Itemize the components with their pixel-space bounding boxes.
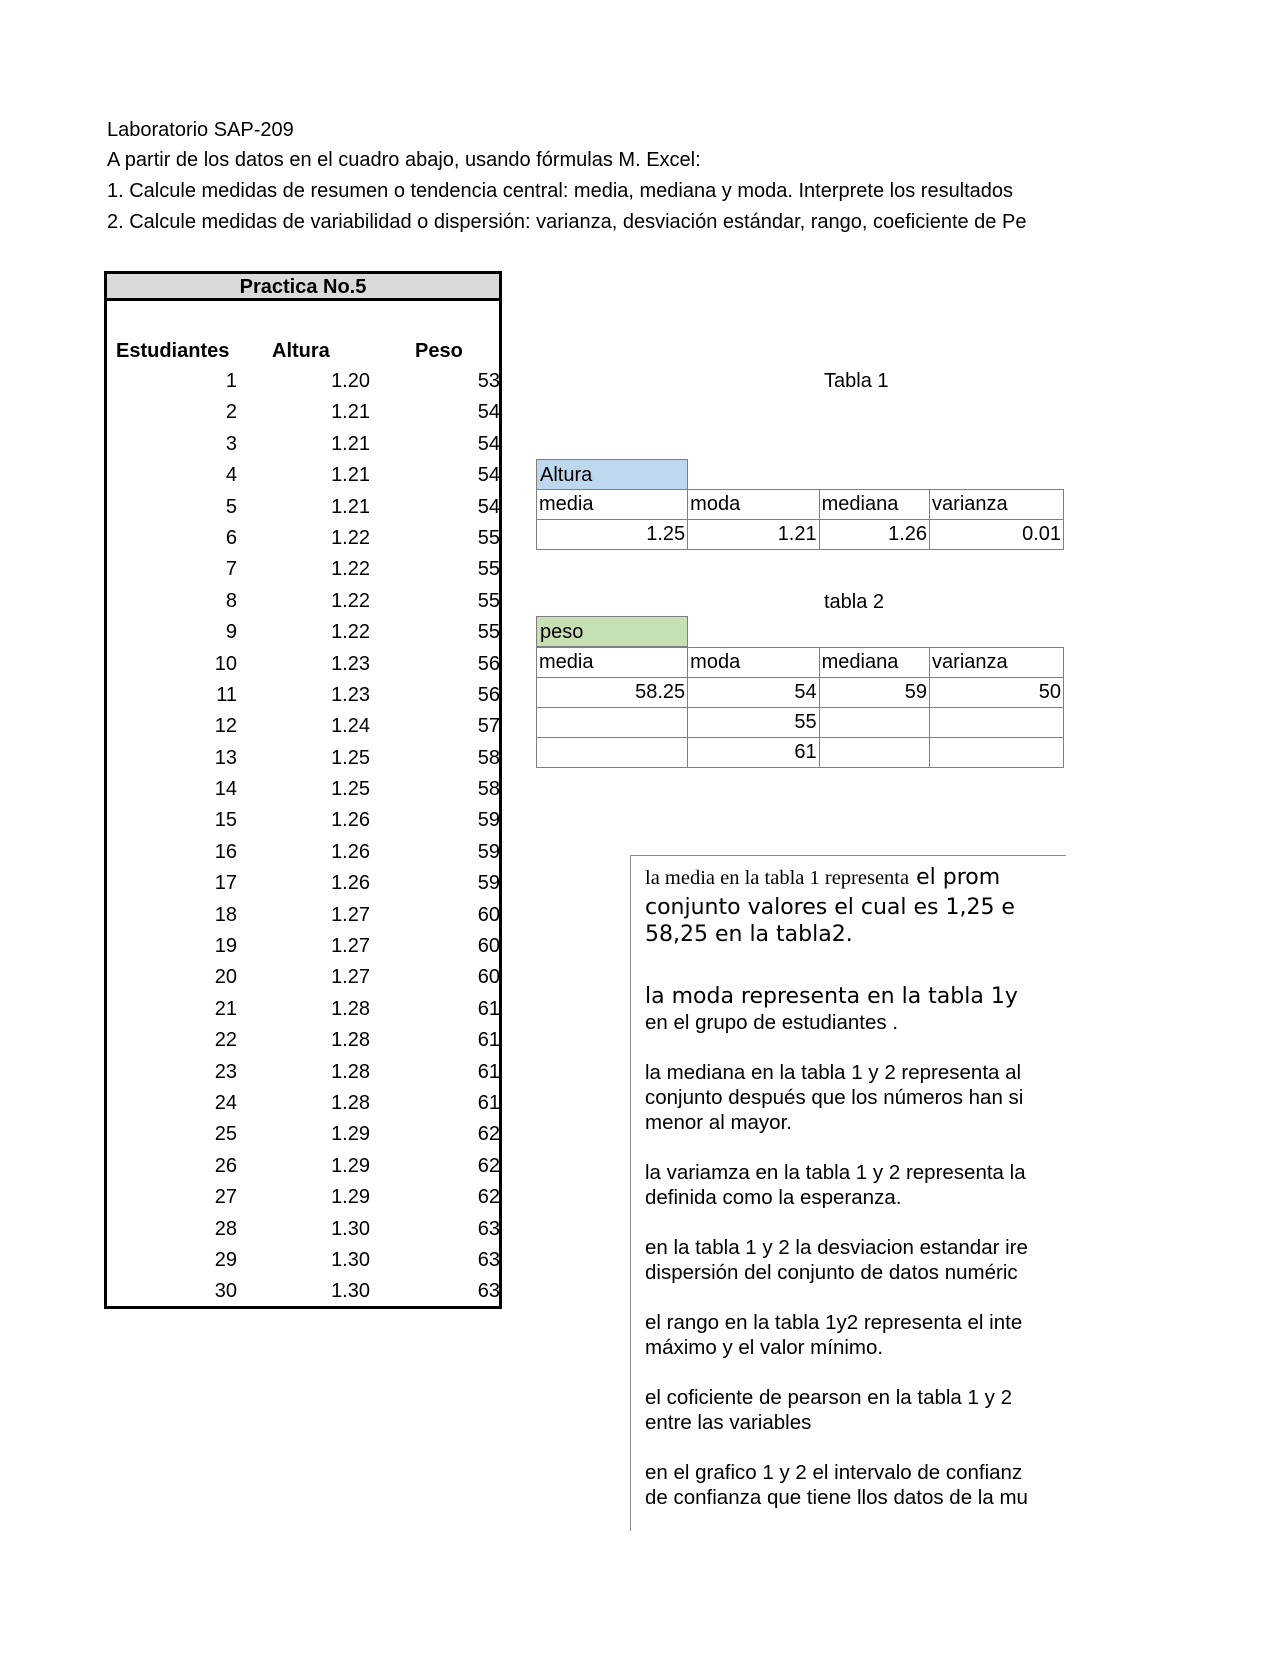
- row-peso: 63: [477, 1280, 500, 1303]
- row-peso: 54: [477, 432, 500, 455]
- row-estudiante: 19: [214, 935, 237, 958]
- row-estudiante: 10: [214, 652, 237, 675]
- row-altura: 1.27: [331, 935, 370, 958]
- table-row: [107, 397, 502, 428]
- row-peso: 60: [477, 903, 500, 926]
- table-row: [107, 837, 502, 868]
- row-peso: 63: [477, 1217, 500, 1240]
- note-mediana-line-3: menor al mayor.: [645, 1111, 792, 1134]
- table-row: [107, 1276, 502, 1307]
- row-estudiante: 8: [225, 589, 237, 612]
- tabla2-value-mediana: 59: [819, 678, 929, 708]
- header-line-1: Laboratorio SAP-209: [107, 119, 294, 141]
- tabla2-empty-cell: [819, 708, 929, 738]
- row-peso: 61: [477, 1060, 500, 1083]
- tabla1-header-media: media: [537, 490, 688, 520]
- row-estudiante: 17: [214, 872, 237, 895]
- row-altura: 1.20: [331, 370, 370, 392]
- tabla1-label: Altura: [536, 459, 688, 490]
- tabla1-value-mediana: 1.26: [819, 520, 929, 550]
- table-row: [107, 429, 502, 460]
- tabla2-empty-cell: [819, 738, 929, 768]
- tabla2-value-moda: 54: [688, 678, 819, 708]
- col-header-peso: Peso: [415, 340, 463, 362]
- row-estudiante: 1: [225, 370, 237, 392]
- tabla1-value-moda: 1.21: [688, 520, 819, 550]
- tabla2-header-varianza: varianza: [930, 648, 1064, 678]
- tabla2-empty-cell: [537, 738, 688, 768]
- row-altura: 1.27: [331, 903, 370, 926]
- row-estudiante: 20: [214, 966, 237, 989]
- row-altura: 1.21: [331, 495, 370, 518]
- row-estudiante: 14: [214, 778, 237, 801]
- table-row: [107, 1025, 502, 1056]
- row-estudiante: 30: [214, 1280, 237, 1303]
- header-line-3: 1. Calcule medidas de resumen o tendencia central: media, mediana y moda. Interprete los resultados: [107, 180, 1014, 202]
- row-altura: 1.25: [331, 778, 370, 801]
- row-peso: 56: [477, 652, 500, 675]
- row-altura: 1.26: [331, 872, 370, 895]
- table-row: [107, 962, 502, 993]
- row-peso: 54: [477, 464, 500, 487]
- row-estudiante: 7: [225, 558, 237, 581]
- row-altura: 1.22: [331, 589, 370, 612]
- note-moda-line-1: la moda representa en la tabla 1y: [645, 984, 1018, 1009]
- note-grafico-line-1: en el grafico 1 y 2 el intervalo de confianz: [645, 1461, 1023, 1484]
- tabla2-label: peso: [536, 616, 688, 647]
- tabla2-header-moda: moda: [688, 648, 819, 678]
- row-altura: 1.30: [331, 1280, 370, 1303]
- row-estudiante: 22: [214, 1029, 237, 1052]
- note-rango-line-1: el rango en la tabla 1y2 representa el inte: [645, 1311, 1023, 1334]
- table-row: [107, 1088, 502, 1119]
- tabla2-moda-extra-2: 61: [688, 738, 819, 768]
- row-estudiante: 15: [214, 809, 237, 832]
- row-altura: 1.26: [331, 809, 370, 832]
- row-estudiante: 4: [225, 464, 237, 487]
- table-row: [107, 617, 502, 648]
- note-media-line-2: conjunto valores el cual es 1,25 e: [645, 895, 1015, 920]
- row-peso: 60: [477, 935, 500, 958]
- table-row: [107, 1245, 502, 1276]
- row-altura: 1.29: [331, 1154, 370, 1177]
- note-moda-line-2: en el grupo de estudiantes .: [645, 1011, 899, 1034]
- row-estudiante: 16: [214, 840, 237, 863]
- note-varianza-line-1: la variamza en la tabla 1 y 2 representa la: [645, 1161, 1026, 1184]
- row-peso: 55: [477, 558, 500, 581]
- row-peso: 55: [477, 526, 500, 549]
- row-peso: 56: [477, 683, 500, 706]
- row-altura: 1.28: [331, 1029, 370, 1052]
- row-altura: 1.23: [331, 683, 370, 706]
- table-row: [107, 711, 502, 742]
- row-altura: 1.21: [331, 464, 370, 487]
- table-row: [107, 1182, 502, 1213]
- row-peso: 62: [477, 1154, 500, 1177]
- row-altura: 1.24: [331, 715, 370, 738]
- row-altura: 1.25: [331, 746, 370, 769]
- row-altura: 1.29: [331, 1123, 370, 1146]
- row-estudiante: 13: [214, 746, 237, 769]
- table-row: [107, 649, 502, 680]
- row-estudiante: 12: [214, 715, 237, 738]
- row-altura: 1.22: [331, 558, 370, 581]
- row-estudiante: 21: [214, 997, 237, 1020]
- row-altura: 1.30: [331, 1248, 370, 1271]
- tabla1-table: [536, 489, 1064, 550]
- row-peso: 54: [477, 495, 500, 518]
- row-peso: 59: [477, 809, 500, 832]
- table-row: [107, 492, 502, 523]
- note-grafico-line-2: de confianza que tiene llos datos de la mu: [645, 1486, 1028, 1509]
- row-peso: 55: [477, 589, 500, 612]
- row-peso: 58: [477, 746, 500, 769]
- table-row: [107, 1119, 502, 1150]
- row-peso: 60: [477, 966, 500, 989]
- row-peso: 58: [477, 778, 500, 801]
- table-row: [107, 931, 502, 962]
- row-estudiante: 2: [225, 401, 237, 424]
- tabla2-empty-cell: [930, 708, 1064, 738]
- tabla1-value-media: 1.25: [537, 520, 688, 550]
- row-altura: 1.28: [331, 1060, 370, 1083]
- row-peso: 59: [477, 872, 500, 895]
- note-pearson-line-1: el coficiente de pearson en la tabla 1 y 2: [645, 1386, 1012, 1409]
- table-row: [107, 994, 502, 1025]
- tabla1-header-mediana: mediana: [819, 490, 929, 520]
- row-estudiante: 9: [225, 621, 237, 644]
- table-row: [107, 868, 502, 899]
- table-row: [107, 523, 502, 554]
- tabla2-value-varianza: 50: [930, 678, 1064, 708]
- col-header-altura: Altura: [272, 340, 330, 362]
- table-row: [107, 900, 502, 931]
- note-mediana-line-1: la mediana en la tabla 1 y 2 representa al: [645, 1061, 1022, 1084]
- row-altura: 1.22: [331, 621, 370, 644]
- row-altura: 1.28: [331, 997, 370, 1020]
- tabla2-table: [536, 647, 1064, 768]
- row-peso: 61: [477, 1029, 500, 1052]
- row-altura: 1.27: [331, 966, 370, 989]
- row-estudiante: 23: [214, 1060, 237, 1083]
- note-rango-line-2: máximo y el valor mínimo.: [645, 1336, 884, 1359]
- row-altura: 1.23: [331, 652, 370, 675]
- row-estudiante: 26: [214, 1154, 237, 1177]
- col-header-estudiantes: Estudiantes: [116, 340, 230, 362]
- main-table-rows: [107, 366, 502, 1308]
- row-peso: 59: [477, 840, 500, 863]
- table-row: [107, 1214, 502, 1245]
- note-pearson-line-2: entre las variables: [645, 1411, 812, 1434]
- note-media-line-3: 58,25 en la tabla2.: [645, 922, 853, 947]
- note-desviacion-line-2: dispersión del conjunto de datos numéric: [645, 1261, 1018, 1284]
- tabla1-header-moda: moda: [688, 490, 819, 520]
- main-table-title: Practica No.5: [104, 271, 502, 301]
- row-altura: 1.21: [331, 401, 370, 424]
- row-peso: 62: [477, 1186, 500, 1209]
- tabla2-moda-extra-1: 55: [688, 708, 819, 738]
- table-row: [107, 743, 502, 774]
- table-row: [107, 805, 502, 836]
- row-peso: 57: [477, 715, 500, 738]
- row-estudiante: 5: [225, 495, 237, 518]
- row-estudiante: 11: [216, 683, 237, 706]
- tabla2-value-media: 58.25: [537, 678, 688, 708]
- table-row: [107, 774, 502, 805]
- tabla2-header-media: media: [537, 648, 688, 678]
- table-row: [107, 680, 502, 711]
- row-estudiante: 29: [214, 1248, 237, 1271]
- table-row: [107, 1151, 502, 1182]
- row-estudiante: 25: [214, 1123, 237, 1146]
- row-peso: 53: [477, 370, 500, 392]
- row-altura: 1.26: [331, 840, 370, 863]
- row-altura: 1.28: [331, 1091, 370, 1114]
- row-peso: 61: [477, 997, 500, 1020]
- row-estudiante: 28: [214, 1217, 237, 1240]
- interpretation-text-box[interactable]: [630, 855, 1066, 1531]
- table-row: [107, 1057, 502, 1088]
- table-row: [107, 586, 502, 617]
- note-media-line-1: la media en la tabla 1 representa el prom: [645, 865, 1001, 890]
- table-row: [107, 460, 502, 491]
- row-estudiante: 6: [225, 526, 237, 549]
- row-peso: 54: [477, 401, 500, 424]
- header-line-2: A partir de los datos en el cuadro abajo, usando fórmulas M. Excel:: [107, 149, 701, 171]
- row-peso: 61: [477, 1091, 500, 1114]
- row-peso: 62: [477, 1123, 500, 1146]
- table-row: [107, 554, 502, 585]
- row-estudiante: 24: [214, 1091, 237, 1114]
- tabla2-header-mediana: mediana: [819, 648, 929, 678]
- row-peso: 63: [477, 1248, 500, 1271]
- note-varianza-line-2: definida como la esperanza.: [645, 1186, 902, 1209]
- row-altura: 1.30: [331, 1217, 370, 1240]
- tabla2-caption: tabla 2: [824, 591, 885, 613]
- header-line-4: 2. Calcule medidas de variabilidad o dispersión: varianza, desviación estándar, rango, coeficiente de Pe: [107, 211, 1027, 233]
- row-peso: 55: [477, 621, 500, 644]
- note-desviacion-line-1: en la tabla 1 y 2 la desviacion estandar ire: [645, 1236, 1028, 1259]
- row-estudiante: 27: [214, 1186, 237, 1209]
- row-estudiante: 3: [225, 432, 237, 455]
- tabla1-value-varianza: 0.01: [930, 520, 1064, 550]
- row-altura: 1.29: [331, 1186, 370, 1209]
- row-altura: 1.21: [331, 432, 370, 455]
- tabla1-header-varianza: varianza: [930, 490, 1064, 520]
- row-estudiante: 18: [214, 903, 237, 926]
- table-row: [107, 366, 502, 397]
- note-mediana-line-2: conjunto después que los números han si: [645, 1086, 1024, 1109]
- tabla1-caption: Tabla 1: [824, 370, 889, 392]
- tabla2-empty-cell: [930, 738, 1064, 768]
- row-altura: 1.22: [331, 526, 370, 549]
- tabla2-empty-cell: [537, 708, 688, 738]
